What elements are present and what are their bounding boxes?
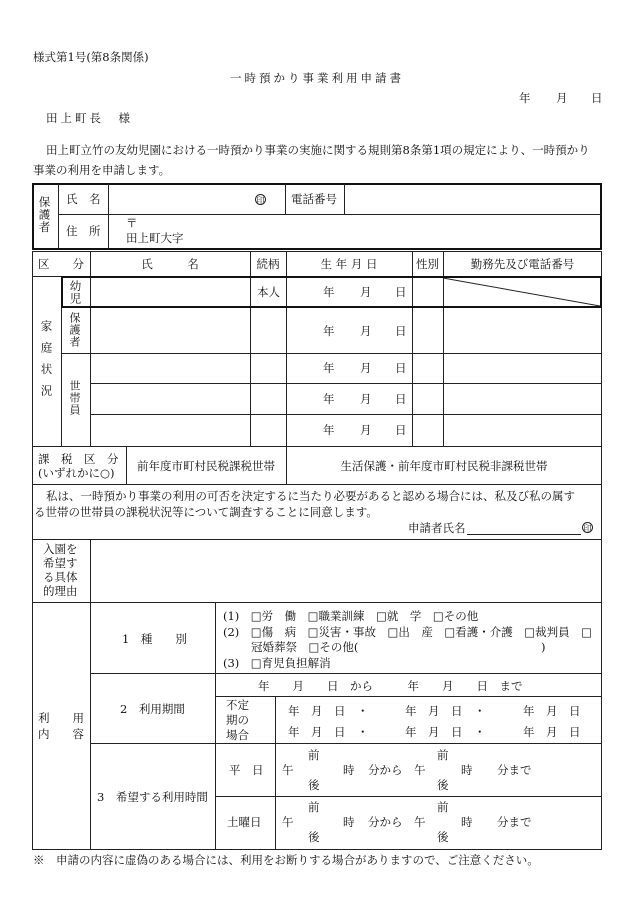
header-category: 区 分 [38, 257, 84, 271]
period-from-to[interactable]: 年 月 日 から 年 月 日 まで [258, 679, 523, 693]
applicant-label: 申請者氏名 [408, 521, 466, 535]
header-name: 氏 名 [141, 257, 199, 271]
type-row-2[interactable]: (2) □傷 病 □災害・事故 □出 産 □看護・介護 □裁判員 □ [223, 625, 592, 639]
tax-label-line-1: 課 税 区 分 [38, 452, 119, 466]
applicant-seal-mark: 印 [583, 524, 592, 533]
reason-field[interactable] [92, 542, 600, 601]
address-prefix: 田上町大字 [126, 231, 184, 245]
reason-label-4: 的理由 [43, 584, 78, 598]
type-row-3[interactable]: (3) □育児負担解消 [223, 656, 331, 670]
header-birthdate: 生 年 月 日 [320, 257, 378, 271]
footnote: ※ 申請の内容に虚偽のある場合には、利用をお断りする場合がありますので、ご注意ください。 [33, 853, 539, 867]
address-field[interactable] [190, 216, 600, 248]
type-row-2b[interactable]: 冠婚葬祭 □その他( [251, 640, 359, 654]
form-number: 様式第1号(第8条関係) [33, 50, 149, 64]
irregular-label-3: 場合 [226, 728, 249, 742]
addressee: 田上町長 様 [46, 111, 133, 125]
intro-line-2: 事業の利用を申請します。 [33, 163, 171, 177]
header-workplace: 勤務先及び電話番号 [470, 257, 575, 271]
reason-label-3: る具体 [43, 570, 78, 584]
consent-line-2: る世帯の世帯員の課税状況等について調査することに同意します。 [34, 505, 378, 519]
header-gender: 性別 [416, 257, 439, 271]
reason-label-2: 希望す [43, 556, 78, 570]
period-label: 2 利用期間 [120, 702, 185, 716]
self-label: 本人 [257, 285, 280, 299]
reason-label-1: 入園を [43, 542, 78, 556]
tax-label-line-2: (いずれかに○) [38, 466, 115, 480]
family-section-label: 家庭状況 [39, 320, 54, 406]
phone-label: 電話番号 [291, 192, 337, 206]
type-label: 1 種 別 [122, 632, 187, 646]
time-label: 3 希望する利用時間 [97, 790, 208, 804]
phone-field[interactable] [346, 186, 600, 213]
header-relation: 続柄 [256, 257, 280, 271]
child-label: 幼児 [68, 280, 83, 305]
irregular-label-2: 期の [226, 713, 249, 727]
guardian-section-label: 保護者 [37, 196, 52, 234]
child-workplace-diagonal [443, 278, 600, 306]
household-label: 世帯員 [68, 380, 81, 416]
guardian-row-label: 保護者 [68, 312, 81, 348]
guardian-name-label: 氏 名 [66, 192, 101, 206]
form-title: 一時預かり事業利用申請書 [230, 71, 404, 85]
intro-line-1: 田上町立竹の友幼児園における一時預かり事業の実施に関する規則第8条第1項の規定により、一時預かり [46, 143, 590, 157]
guardian-seal-mark: 印 [256, 196, 265, 205]
date-day: 日 [591, 91, 603, 105]
postal-mark: 〒 [126, 216, 138, 230]
consent-line-1: 私は、一時預かり事業の利用の可否を決定するに当たり必要があると認める場合には、私及び私の属す [46, 489, 575, 503]
address-label: 住 所 [66, 224, 101, 238]
date-year: 年 [519, 91, 531, 105]
type-row-1[interactable]: (1) □労 働 □職業訓練 □就 学 □その他 [223, 609, 479, 623]
type-row-2b-close: ) [541, 640, 546, 654]
weekday-label: 平 日 [229, 763, 264, 777]
applicant-name-field[interactable] [467, 521, 581, 535]
irregular-label-1: 不定 [226, 698, 249, 712]
tax-option-exempt[interactable]: 生活保護・前年度市町村民税非課税世帯 [340, 459, 548, 473]
saturday-label: 土曜日 [227, 815, 262, 829]
tax-option-taxed[interactable]: 前年度市町村民税課税世帯 [137, 459, 275, 473]
date-month: 月 [556, 91, 568, 105]
usage-label-line-2: 内 容 [38, 727, 84, 741]
usage-label-line-1: 利 用 [38, 711, 84, 725]
